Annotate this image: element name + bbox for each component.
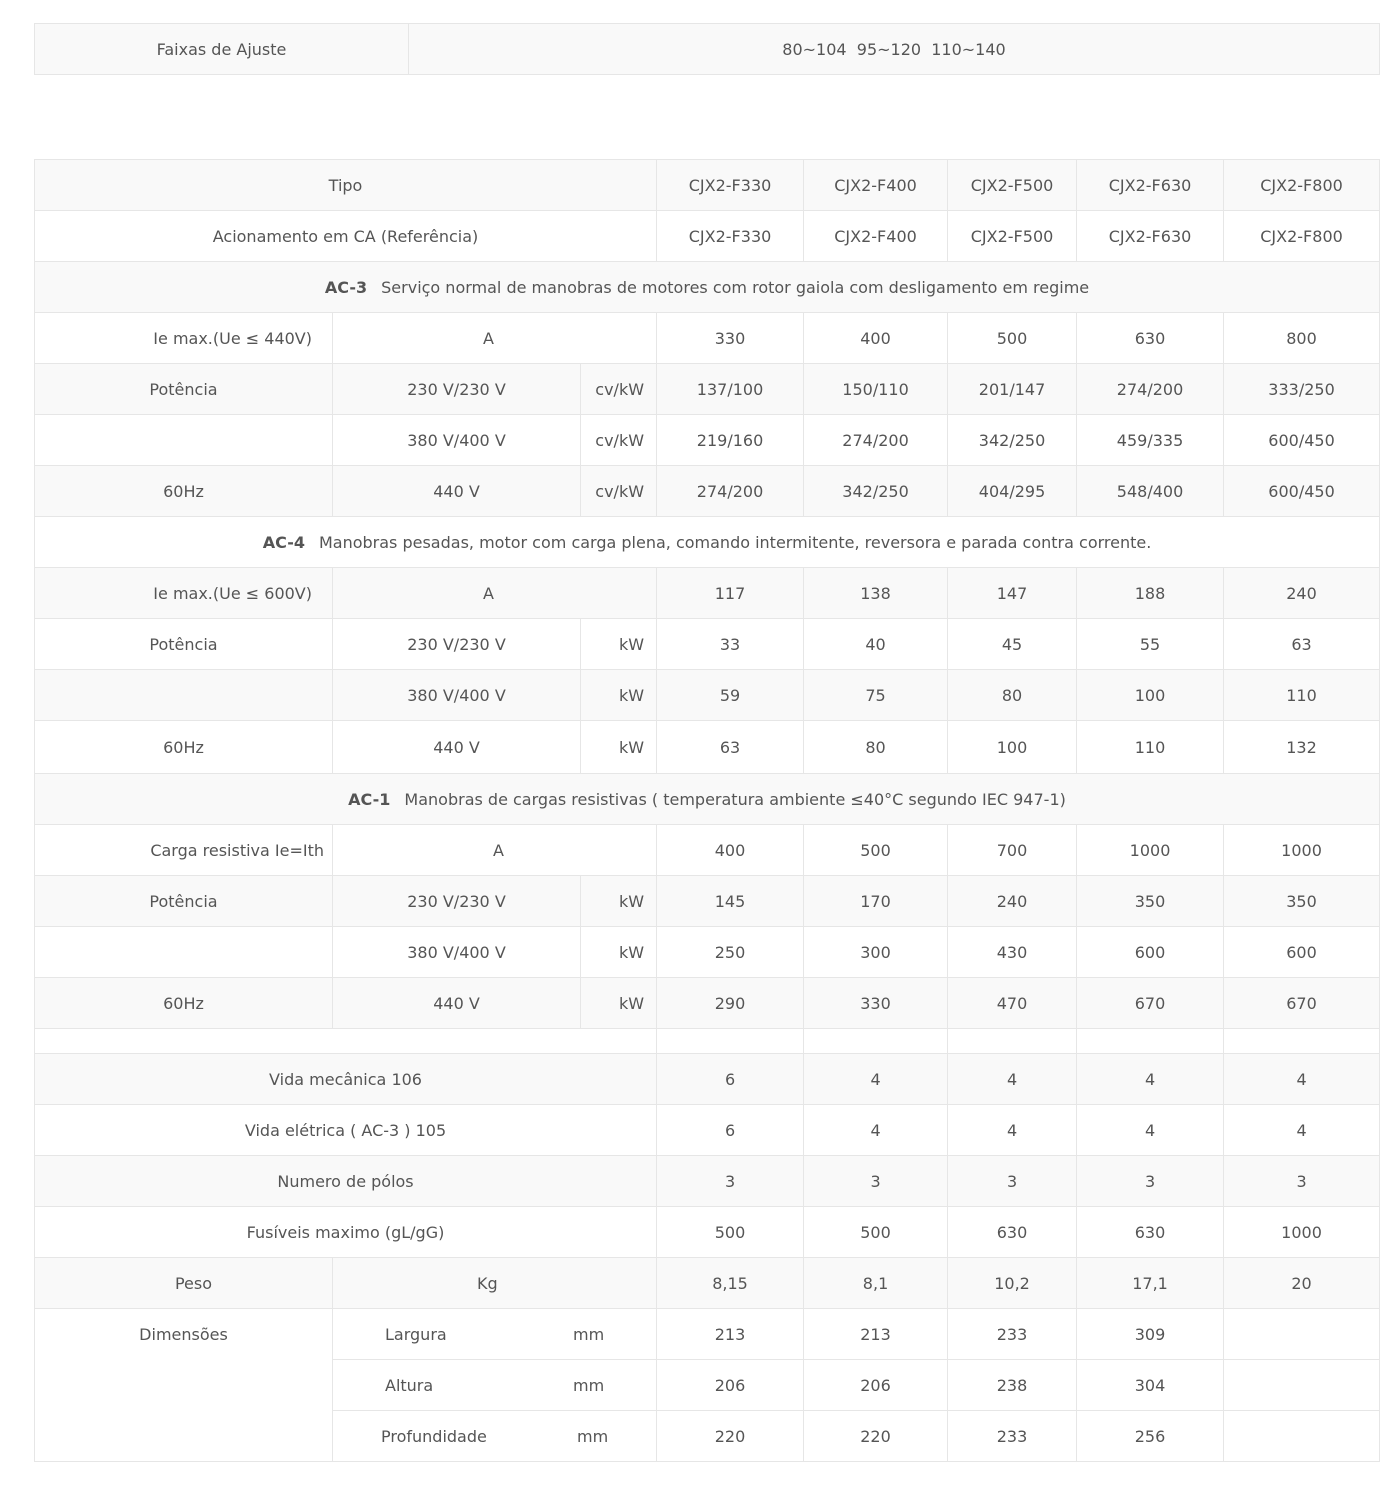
ac1-power-value: 250 [657,927,804,978]
ac1-power-value: 430 [948,927,1077,978]
ac4-blank-label [35,670,333,721]
general-value: 3 [657,1156,804,1207]
ac1-power-value: 670 [1077,978,1224,1029]
general-row [35,1105,1380,1156]
general-label: Fusíveis maximo (gL/gG) [35,1207,657,1258]
ac4-power-row [35,670,1380,721]
ac1-blank-label [35,927,333,978]
ac1-power-value: 600 [1224,927,1380,978]
dim-name-cell [333,1360,657,1411]
ac4-power-value: 40 [804,619,948,670]
dim-value: 309 [1077,1309,1224,1360]
peso-value: 8,1 [804,1258,948,1309]
ac3-ie-label: Ie max.(Ue ≤ 440V) [35,313,333,364]
general-value: 3 [1224,1156,1380,1207]
ac3-power-value: 459/335 [1077,415,1224,466]
general-value: 4 [948,1054,1077,1105]
peso-value: 10,2 [948,1258,1077,1309]
ac3-unit: cv/kW [581,466,657,517]
general-value: 3 [1077,1156,1224,1207]
ac1-voltage: 230 V/230 V [333,876,581,927]
general-value: 4 [1077,1105,1224,1156]
ac4-power-value: 55 [1077,619,1224,670]
ac3-power-value: 600/450 [1224,466,1380,517]
acionamento-model: CJX2-F400 [804,211,948,262]
ac3-code: AC-3 [324,277,368,297]
dim-label: Dimensões [35,1309,333,1462]
ac1-power-row [35,927,1380,978]
ac3-ie-row [35,313,1380,364]
acionamento-model: CJX2-F630 [1077,211,1224,262]
ac1-unit: kW [581,927,657,978]
acionamento-model: CJX2-F500 [948,211,1077,262]
ac4-voltage: 230 V/230 V [333,619,581,670]
ac1-section-row [35,774,1380,825]
ac4-power-value: 132 [1224,721,1380,774]
dim-name-cell [333,1411,657,1462]
model-header: CJX2-F330 [657,160,804,211]
ac3-voltage: 380 V/400 V [333,415,581,466]
ac1-power-value: 350 [1077,876,1224,927]
ac3-power-row [35,415,1380,466]
general-row [35,1156,1380,1207]
ac4-power-value: 110 [1224,670,1380,721]
ac4-section-title [35,517,1380,568]
adjust-range-table [34,23,1380,75]
dim-name: Largura [385,1324,447,1344]
model-header: CJX2-F400 [804,160,948,211]
ac3-power-value: 150/110 [804,364,948,415]
ac4-power-value: 80 [804,721,948,774]
ac4-ie-value: 188 [1077,568,1224,619]
ac4-desc: Manobras pesadas, motor com carga plena, comando intermitente, reversora e parada contra corrente. [318,532,1152,552]
general-value: 4 [804,1054,948,1105]
ac4-power-value: 100 [1077,670,1224,721]
ac4-power-value: 33 [657,619,804,670]
ac1-ie-label [35,825,333,876]
ac1-voltage: 380 V/400 V [333,927,581,978]
ac4-unit: kW [581,619,657,670]
spacer-row [35,1029,1380,1054]
general-label: Numero de pólos [35,1156,657,1207]
ac1-section-title [35,774,1380,825]
ac3-power-value: 404/295 [948,466,1077,517]
acionamento-row [35,211,1380,262]
dim-row [35,1309,1380,1360]
ac1-unit: kW [581,978,657,1029]
ac4-ie-value: 138 [804,568,948,619]
dim-value: 233 [948,1309,1077,1360]
dim-value: 238 [948,1360,1077,1411]
dim-value [1224,1360,1380,1411]
dim-value: 304 [1077,1360,1224,1411]
tipo-row [35,160,1380,211]
general-label: Vida mecânica 106 [35,1054,657,1105]
dim-value: 233 [948,1411,1077,1462]
dim-value: 220 [657,1411,804,1462]
peso-row [35,1258,1380,1309]
ac4-power-value: 63 [1224,619,1380,670]
ac3-desc: Serviço normal de manobras de motores com rotor gaiola com desligamento em regime [381,277,1090,297]
ac1-hz-label: 60Hz [35,978,333,1029]
adjust-range-value: 80~104 95~120 110~140 [409,24,1380,75]
ac1-ie-row [35,825,1380,876]
ac4-power-value: 110 [1077,721,1224,774]
ac1-ie-value: 400 [657,825,804,876]
general-value: 4 [1224,1054,1380,1105]
ac1-power-value: 240 [948,876,1077,927]
spacer-cell [1224,1029,1380,1054]
dim-name: Profundidade [381,1426,487,1446]
ac1-power-value: 145 [657,876,804,927]
ac4-ie-value: 147 [948,568,1077,619]
model-header: CJX2-F800 [1224,160,1380,211]
dim-value: 206 [657,1360,804,1411]
ac1-power-value: 330 [804,978,948,1029]
ac3-power-value: 274/200 [657,466,804,517]
ac4-power-value: 63 [657,721,804,774]
ac3-hz-label: 60Hz [35,466,333,517]
ac1-power-row [35,978,1380,1029]
ac4-power-value: 45 [948,619,1077,670]
ac3-section-row [35,262,1380,313]
general-value: 4 [1224,1105,1380,1156]
general-value: 6 [657,1105,804,1156]
dim-value: 220 [804,1411,948,1462]
model-header: CJX2-F630 [1077,160,1224,211]
ac1-power-value: 350 [1224,876,1380,927]
acionamento-label: Acionamento em CA (Referência) [35,211,657,262]
ac1-power-value: 470 [948,978,1077,1029]
ac1-power-value: 290 [657,978,804,1029]
ac4-ie-value: 240 [1224,568,1380,619]
ac3-unit: cv/kW [581,364,657,415]
ac3-power-value: 137/100 [657,364,804,415]
peso-unit: Kg [333,1258,657,1309]
ac1-code: AC-1 [348,789,391,809]
acionamento-model: CJX2-F800 [1224,211,1380,262]
spacer-cell [948,1029,1077,1054]
ac1-power-value: 670 [1224,978,1380,1029]
general-value: 4 [948,1105,1077,1156]
ac3-power-value: 201/147 [948,364,1077,415]
ac3-ie-value: 630 [1077,313,1224,364]
ac1-power-value: 600 [1077,927,1224,978]
dim-unit: mm [573,1324,605,1344]
general-value: 3 [804,1156,948,1207]
ac4-section-row [35,517,1380,568]
acionamento-model: CJX2-F330 [657,211,804,262]
ac4-ie-label: Ie max.(Ue ≤ 600V) [35,568,333,619]
general-value: 4 [804,1105,948,1156]
ac3-power-value: 342/250 [804,466,948,517]
ac4-unit: kW [581,721,657,774]
ac4-ie-value: 117 [657,568,804,619]
ac1-ie-value: 700 [948,825,1077,876]
ac4-voltage: 380 V/400 V [333,670,581,721]
ac1-potencia-label: Potência [35,876,333,927]
ac3-blank-label [35,415,333,466]
general-row [35,1054,1380,1105]
ac4-power-value: 59 [657,670,804,721]
ac3-voltage: 230 V/230 V [333,364,581,415]
ac4-hz-label: 60Hz [35,721,333,774]
ac1-power-value: 170 [804,876,948,927]
ac3-section-title [35,262,1380,313]
ac3-voltage: 440 V [333,466,581,517]
ac4-power-value: 75 [804,670,948,721]
spacer-cell [35,1029,657,1054]
tipo-label: Tipo [35,160,657,211]
dim-value [1224,1309,1380,1360]
general-value: 500 [657,1207,804,1258]
ac3-power-value: 333/250 [1224,364,1380,415]
dim-value: 213 [657,1309,804,1360]
ac3-ie-unit: A [333,313,657,364]
ac4-ie-row [35,568,1380,619]
ac4-power-row [35,721,1380,774]
peso-label: Peso [35,1258,333,1309]
ac3-power-value: 219/160 [657,415,804,466]
general-label: Vida elétrica ( AC-3 ) 105 [35,1105,657,1156]
ac1-ie-label-text: Carga resistiva Ie=Ith [150,840,324,860]
adjust-range-label: Faixas de Ajuste [35,24,409,75]
ac3-ie-value: 500 [948,313,1077,364]
general-value: 630 [1077,1207,1224,1258]
ac3-power-value: 600/450 [1224,415,1380,466]
dim-value: 213 [804,1309,948,1360]
spacer-cell [1077,1029,1224,1054]
ac1-ie-unit: A [333,825,657,876]
spec-table [34,159,1380,1462]
ac1-voltage: 440 V [333,978,581,1029]
ac3-ie-value: 330 [657,313,804,364]
general-value: 1000 [1224,1207,1380,1258]
ac1-power-value: 300 [804,927,948,978]
general-value: 630 [948,1207,1077,1258]
ac4-potencia-label: Potência [35,619,333,670]
ac4-power-value: 100 [948,721,1077,774]
dim-unit: mm [573,1375,605,1395]
adjust-range-row [35,24,1380,75]
dim-value: 206 [804,1360,948,1411]
dim-name-cell [333,1309,657,1360]
spacer-cell [804,1029,948,1054]
ac3-ie-value: 800 [1224,313,1380,364]
ac3-power-value: 548/400 [1077,466,1224,517]
general-row [35,1207,1380,1258]
ac3-ie-value: 400 [804,313,948,364]
ac1-ie-value: 1000 [1224,825,1380,876]
ac3-unit: cv/kW [581,415,657,466]
ac3-power-value: 342/250 [948,415,1077,466]
ac4-power-value: 80 [948,670,1077,721]
general-value: 3 [948,1156,1077,1207]
model-header: CJX2-F500 [948,160,1077,211]
peso-value: 17,1 [1077,1258,1224,1309]
ac1-ie-value: 1000 [1077,825,1224,876]
ac3-power-value: 274/200 [804,415,948,466]
ac4-code: AC-4 [262,532,305,552]
peso-value: 8,15 [657,1258,804,1309]
ac3-power-row [35,364,1380,415]
dim-name: Altura [385,1375,434,1395]
general-value: 6 [657,1054,804,1105]
ac4-power-row [35,619,1380,670]
dim-unit: mm [577,1426,609,1446]
ac1-desc: Manobras de cargas resistivas ( temperatura ambiente ≤40°C segundo IEC 947-1) [404,789,1066,809]
general-value: 4 [1077,1054,1224,1105]
ac3-power-value: 274/200 [1077,364,1224,415]
general-value: 500 [804,1207,948,1258]
ac1-unit: kW [581,876,657,927]
dim-value [1224,1411,1380,1462]
ac1-power-row [35,876,1380,927]
ac3-power-row [35,466,1380,517]
dim-value: 256 [1077,1411,1224,1462]
ac3-potencia-label: Potência [35,364,333,415]
ac4-ie-unit: A [333,568,657,619]
spacer-cell [657,1029,804,1054]
ac4-unit: kW [581,670,657,721]
ac4-voltage: 440 V [333,721,581,774]
peso-value: 20 [1224,1258,1380,1309]
ac1-ie-value: 500 [804,825,948,876]
